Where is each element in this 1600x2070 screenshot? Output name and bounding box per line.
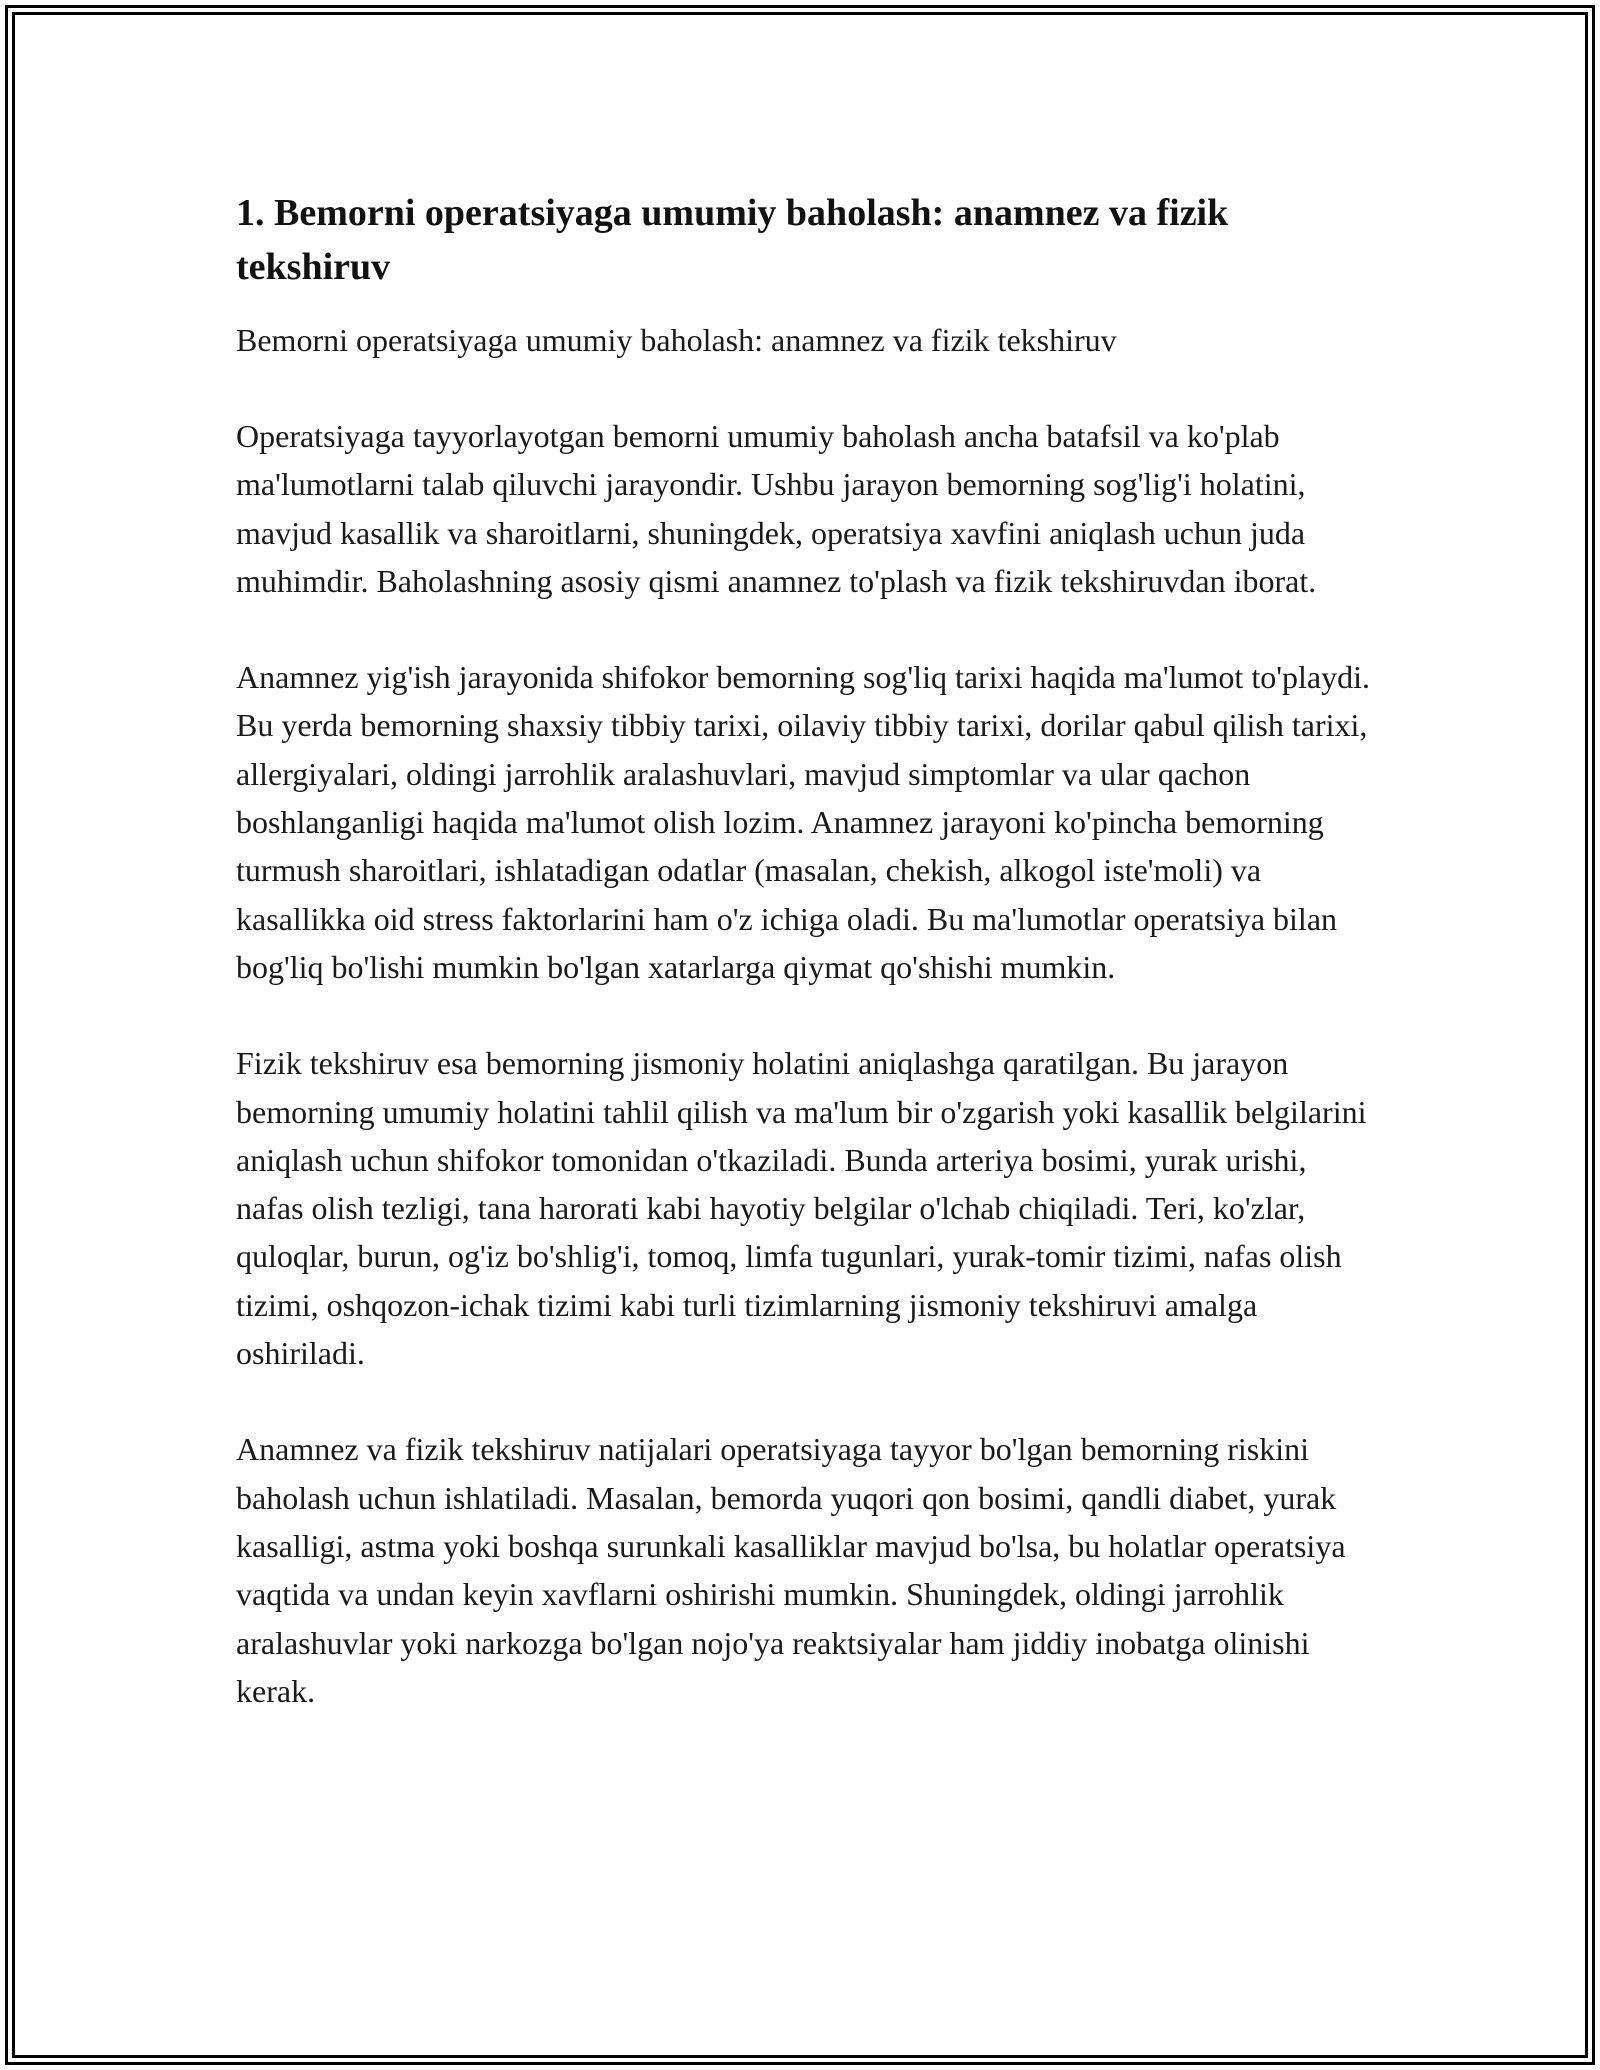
paragraph-3: Fizik tekshiruv esa bemorning jismoniy holatini aniqlashga qaratilgan. Bu jarayon bemorning umumiy holatini tahlil qilish va ma'lum bir o'zgarish yoki kasallik belgilarini aniqlash uchun shifokor tomonidan o'tkaziladi. Bunda arteriya bosimi, yurak urishi, nafas olish tezligi, tana harorati kabi hayotiy belgilar o'lchab chiqiladi. Teri, ko'zlar, quloqlar, burun, og'iz bo'shlig'i, tomoq, limfa tugunlari, yurak-tomir tizimi, nafas olish tizimi, oshqozon-ichak tizimi kabi turli tizimlarning jismoniy tekshiruvi amalga oshiriladi. (236, 1045, 1367, 1372)
paragraph-1: Operatsiyaga tayyorlayotgan bemorni umumiy baholash ancha batafsil va ko'plab ma'lumotlarni talab qiluvchi jarayondir. Ushbu jarayon bemorning sog'lig'i holatini, mavjud kasallik va sharoitlarni, shuningdek, operatsiya xavfini aniqlash uchun juda muhimdir. Baholashning asosiy qismi anamnez to'plash va fizik tekshiruvdan iborat. (236, 418, 1317, 599)
section-subheading: Bemorni operatsiyaga umumiy baholash: anamnez va fizik tekshiruv (236, 322, 1117, 358)
paragraph-4: Anamnez va fizik tekshiruv natijalari operatsiyaga tayyor bo'lgan bemorning riskini baholash uchun ishlatiladi. Masalan, bemorda yuqori qon bosimi, qandli diabet, yurak kasalligi, astma yoki boshqa surunkali kasalliklar mavjud bo'lsa, bu holatlar operatsiya vaqtida va undan keyin xavflarni oshirishi mumkin. Shuningdek, oldingi jarrohlik aralashuvlar yoki narkozga bo'lgan nojo'ya reaktsiyalar ham jiddiy inobatga olinishi kerak. (236, 1431, 1346, 1709)
document-body (236, 186, 1376, 1763)
paragraph-2: Anamnez yig'ish jarayonida shifokor bemorning sog'liq tarixi haqida ma'lumot to'playdi. Bu yerda bemorning shaxsiy tibbiy tarixi, oilaviy tibbiy tarixi, dorilar qabul qilish tarixi, allergiyalari, oldingi jarrohlik aralashuvlari, mavjud simptomlar va ular qachon boshlanganligi haqida ma'lumot olish lozim. Anamnez jarayoni ko'pincha bemorning turmush sharoitlari, ishlatadigan odatlar (masalan, chekish, alkogol iste'moli) va kasallikka oid stress faktorlarini ham o'z ichiga oladi. Bu ma'lumotlar operatsiya bilan bog'liq bo'lishi mumkin bo'lgan xatarlarga qiymat qo'shishi mumkin. (236, 659, 1370, 985)
section-heading: 1. Bemorni operatsiyaga umumiy baholash: anamnez va fizik tekshiruv (236, 192, 1229, 288)
